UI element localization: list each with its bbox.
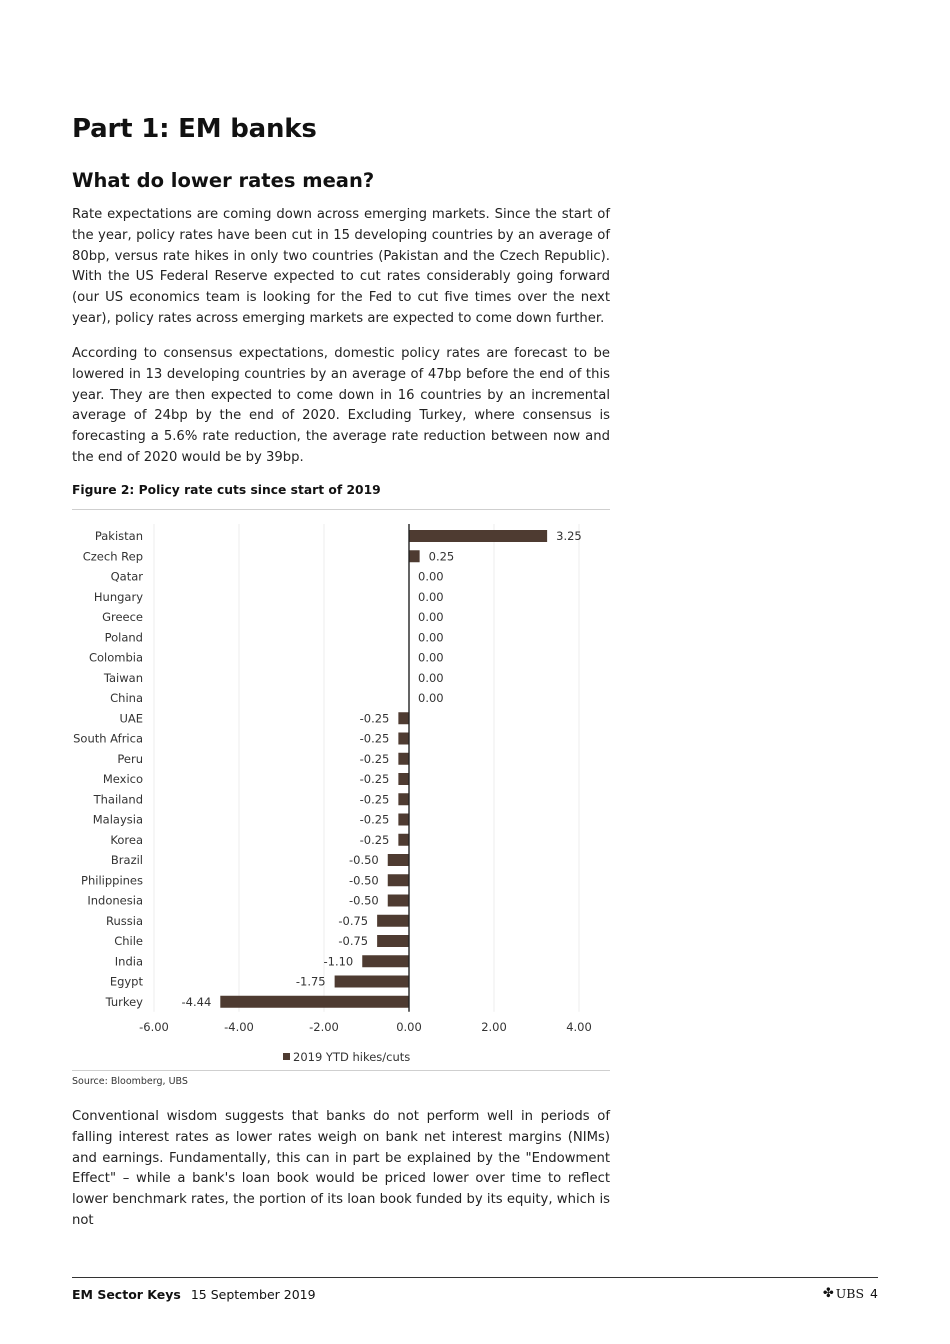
category-label: Russia: [106, 913, 143, 928]
x-tick-label: -2.00: [309, 1020, 339, 1034]
value-label: -0.25: [359, 812, 390, 827]
page-number: 4: [870, 1286, 878, 1301]
value-label: -1.10: [323, 954, 354, 969]
category-label: Poland: [104, 630, 143, 645]
policy-rate-chart: [72, 510, 610, 1070]
value-label: 0.00: [418, 650, 444, 665]
ubs-keys-icon: ✤: [822, 1286, 834, 1301]
figure-source: Source: Bloomberg, UBS: [72, 1076, 188, 1087]
category-label: Indonesia: [87, 893, 143, 908]
value-label: -0.25: [359, 751, 390, 766]
value-label: -0.25: [359, 731, 390, 746]
value-label: -1.75: [295, 974, 326, 989]
value-label: 0.25: [428, 549, 455, 564]
ubs-logo-text: UBS: [835, 1286, 865, 1301]
legend-label: 2019 YTD hikes/cuts: [293, 1050, 411, 1064]
category-label: Pakistan: [94, 529, 143, 543]
value-label: 0.00: [418, 610, 444, 624]
category-label: Czech Rep: [82, 549, 143, 564]
category-label: Turkey: [105, 994, 143, 1009]
category-label: Egypt: [109, 974, 143, 989]
footer-right: [823, 1286, 878, 1301]
category-label: China: [110, 691, 143, 705]
footer-date: 15 September 2019: [190, 1287, 316, 1302]
value-label: 0.00: [418, 589, 444, 604]
category-label: Chile: [114, 934, 143, 948]
category-label: Hungary: [93, 589, 143, 604]
page-heading: Part 1: EM banks: [72, 114, 317, 144]
body-paragraph-3: Conventional wisdom suggests that banks do not perform well in periods of falling interest rates as lower rates weigh on bank net interest margins (NIMs) and earnings. Fundamentally, this can in part be explained by the "Endowment Effect" – while a bank's loan book would be priced lower over time to reflect lower benchmark rates, the portion of its loan book funded by its equity, which is not: [72, 1109, 610, 1228]
category-label: Philippines: [81, 873, 143, 888]
value-label: -0.25: [359, 711, 390, 726]
section-subheading: What do lower rates mean?: [72, 169, 375, 192]
data-bar: [220, 996, 409, 1008]
category-label: Thailand: [93, 792, 143, 807]
value-label: -0.75: [338, 913, 369, 928]
data-bar: [388, 895, 409, 907]
data-bar: [377, 915, 409, 927]
category-label: Korea: [110, 832, 143, 847]
category-label: Brazil: [110, 853, 143, 867]
data-bar: [388, 874, 409, 886]
category-label: Mexico: [102, 772, 143, 786]
category-label: UAE: [119, 711, 143, 726]
category-label: Taiwan: [103, 670, 143, 685]
category-label: Colombia: [88, 650, 143, 665]
data-bar: [377, 935, 409, 947]
data-bar: [398, 733, 409, 745]
x-tick-label: 2.00: [481, 1020, 507, 1034]
category-label: Qatar: [110, 569, 143, 584]
body-paragraph-2: According to consensus expectations, domestic policy rates are forecast to be lowered in 13 developing countries by an average of 47bp before the end of this year. They are then expected to come down in 16 countries by an incremental average of 24bp by the end of 2020. Excluding Turkey, where consensus is forecasting a 5.6% rate reduction, the average rate reduction between now and the end of 2020 would be by 39bp.: [72, 346, 610, 465]
body-paragraph-1: Rate expectations are coming down across emerging markets. Since the start of the year, policy rates have been cut in 15 developing countries by an average of 80bp, versus rate hikes in only two countries (Pakistan and the Czech Republic). With the US Federal Reserve expected to cut rates considerably going forward (our US economics team is looking for the Fed to cut five times over the next year), policy rates across emerging markets are expected to come down further.: [72, 207, 610, 326]
value-label: 0.00: [418, 670, 444, 685]
figure-title: Figure 2: Policy rate cuts since start of 2019: [72, 483, 381, 497]
value-label: 3.25: [556, 529, 582, 543]
data-bar: [398, 753, 409, 765]
value-label: -0.50: [348, 853, 379, 867]
data-bar: [398, 773, 409, 785]
x-tick-label: 0.00: [396, 1020, 422, 1034]
data-bar: [409, 530, 547, 542]
data-bar: [388, 854, 409, 866]
data-bar: [398, 712, 409, 724]
data-bar: [398, 834, 409, 846]
ubs-logo: [823, 1286, 864, 1301]
value-label: -0.25: [359, 772, 390, 786]
category-label: Greece: [102, 610, 143, 624]
x-tick-label: 4.00: [566, 1020, 592, 1034]
value-label: -0.50: [348, 893, 379, 908]
value-label: 0.00: [418, 630, 444, 645]
data-bar: [362, 955, 409, 967]
data-bar: [335, 976, 409, 988]
category-label: South Africa: [73, 731, 143, 746]
x-tick-label: -6.00: [139, 1020, 169, 1034]
data-bar: [398, 814, 409, 826]
value-label: -0.25: [359, 832, 390, 847]
figure-bottom-rule: [72, 1070, 610, 1071]
category-label: Malaysia: [92, 812, 143, 827]
footer-rule: [72, 1277, 878, 1278]
footer-left: [72, 1287, 316, 1302]
value-label: -0.50: [348, 873, 379, 888]
value-label: -0.25: [359, 792, 390, 807]
data-bar: [398, 793, 409, 805]
footer-publication: EM Sector Keys: [72, 1287, 181, 1302]
legend-swatch: [283, 1053, 290, 1060]
value-label: -4.44: [181, 994, 212, 1009]
value-label: 0.00: [418, 569, 444, 584]
value-label: 0.00: [418, 691, 444, 705]
x-tick-label: -4.00: [224, 1020, 254, 1034]
category-label: India: [114, 954, 143, 969]
data-bar: [409, 550, 420, 562]
category-label: Peru: [117, 751, 143, 766]
value-label: -0.75: [338, 934, 369, 948]
